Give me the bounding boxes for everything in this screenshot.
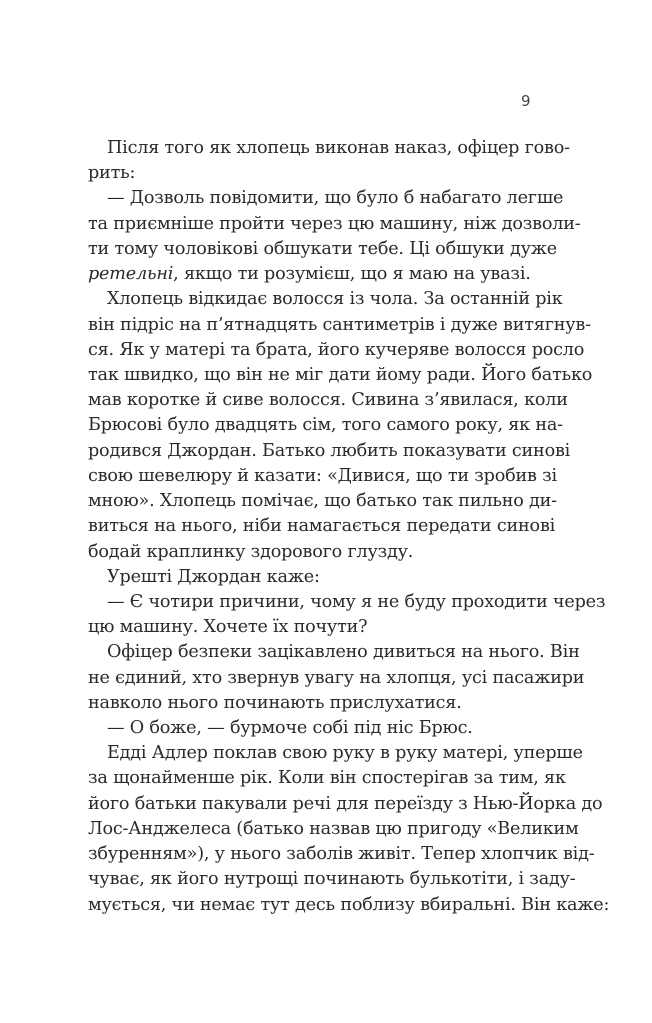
text-line bbox=[88, 893, 610, 918]
line-text: рить: bbox=[88, 163, 136, 184]
line-text: — Є чотири причини, чому я не буду проходити через bbox=[107, 591, 606, 612]
text-line bbox=[88, 741, 583, 766]
text-line bbox=[88, 666, 585, 691]
line-text: мується, чи немає тут десь поблизу вбиральні. Він каже: bbox=[88, 894, 610, 915]
line-text: збуренням»), у нього заболів живіт. Тепер хлопчик від- bbox=[88, 844, 595, 865]
line-text: навколо нього починають прислухатися. bbox=[88, 692, 462, 713]
line-text: Урешті Джордан каже: bbox=[107, 566, 320, 587]
line-text: та приємніше пройти через цю машину, ніж дозволи- bbox=[88, 213, 581, 234]
text-line bbox=[88, 540, 534, 565]
line-text: Брюсові було двадцять сім, того самого року, як на- bbox=[88, 415, 563, 436]
text-line bbox=[88, 716, 534, 741]
text-line bbox=[88, 287, 563, 312]
text-line bbox=[88, 262, 534, 287]
text-line bbox=[88, 590, 606, 615]
text-line bbox=[88, 842, 595, 867]
text-line bbox=[88, 565, 534, 590]
line-text: , якщо ти розумієш, що я маю на увазі. bbox=[173, 264, 531, 285]
line-text: виться на нього, ніби намагається передати синові bbox=[88, 516, 556, 537]
line-text: так швидко, що він не міг дати йому ради. Його батько bbox=[88, 364, 593, 385]
text-line bbox=[88, 766, 566, 791]
body-text bbox=[88, 136, 610, 918]
line-text: за щонайменше рік. Коли він спостерігав за тим, як bbox=[88, 768, 566, 789]
line-text: родився Джордан. Батько любить показувати синові bbox=[88, 440, 571, 461]
text-line bbox=[88, 413, 563, 438]
line-text: він підріс на п’ятнадцять сантиметрів і дуже витягнув- bbox=[88, 314, 591, 335]
text-line bbox=[88, 640, 580, 665]
italic-emphasis: ретельні bbox=[88, 264, 174, 285]
line-text: мав коротке й сиве волосся. Сивина з’явилася, коли bbox=[88, 390, 568, 411]
text-line bbox=[88, 313, 591, 338]
line-text: ся. Як у матері та брата, його кучеряве волосся росло bbox=[88, 339, 585, 360]
text-line bbox=[88, 867, 576, 892]
text-line bbox=[88, 161, 534, 186]
text-line bbox=[88, 136, 570, 161]
line-text: — О боже, — бурмоче собі під ніс Брюс. bbox=[107, 718, 473, 739]
line-text: цю машину. Хочете їх почути? bbox=[88, 617, 368, 638]
text-line bbox=[88, 338, 585, 363]
text-line bbox=[88, 514, 556, 539]
text-line bbox=[88, 212, 581, 237]
line-text: — Дозволь повідомити, що було б набагато легше bbox=[107, 188, 564, 209]
line-text: його батьки пакували речі для переїзду з Нью-Йорка до bbox=[88, 793, 603, 814]
text-line bbox=[88, 363, 593, 388]
text-line bbox=[88, 615, 534, 640]
text-line bbox=[88, 817, 579, 842]
text-line bbox=[88, 792, 603, 817]
text-line bbox=[88, 388, 568, 413]
line-text: не єдиний, хто звернув увагу на хлопця, усі пасажири bbox=[88, 667, 585, 688]
line-text: свою шевелюру й казати: «Дивися, що ти зробив зі bbox=[88, 465, 557, 486]
line-text: Хлопець відкидає волосся із чола. За останній рік bbox=[107, 289, 563, 310]
text-line bbox=[88, 439, 571, 464]
text-line bbox=[88, 186, 564, 211]
text-line bbox=[88, 464, 557, 489]
line-text: ти тому чоловікові обшукати тебе. Ці обшуки дуже bbox=[88, 238, 557, 259]
text-line bbox=[88, 489, 557, 514]
line-text: Лос-Анджелеса (батько назвав цю пригоду «Великим bbox=[88, 818, 579, 839]
line-text: Едді Адлер поклав свою руку в руку матері, уперше bbox=[107, 743, 583, 764]
line-text: бодай краплинку здорового глузду. bbox=[88, 541, 414, 562]
line-text: чуває, як його нутрощі починають булькотіти, і заду- bbox=[88, 869, 576, 890]
page-number: 9 bbox=[521, 92, 531, 110]
text-line bbox=[88, 237, 557, 262]
text-line bbox=[88, 691, 534, 716]
line-text: Після того як хлопець виконав наказ, офіцер гово- bbox=[107, 138, 570, 158]
line-text: мною». Хлопець помічає, що батько так пильно ди- bbox=[88, 491, 557, 512]
line-text: Офіцер безпеки зацікавлено дивиться на нього. Він bbox=[107, 642, 580, 663]
